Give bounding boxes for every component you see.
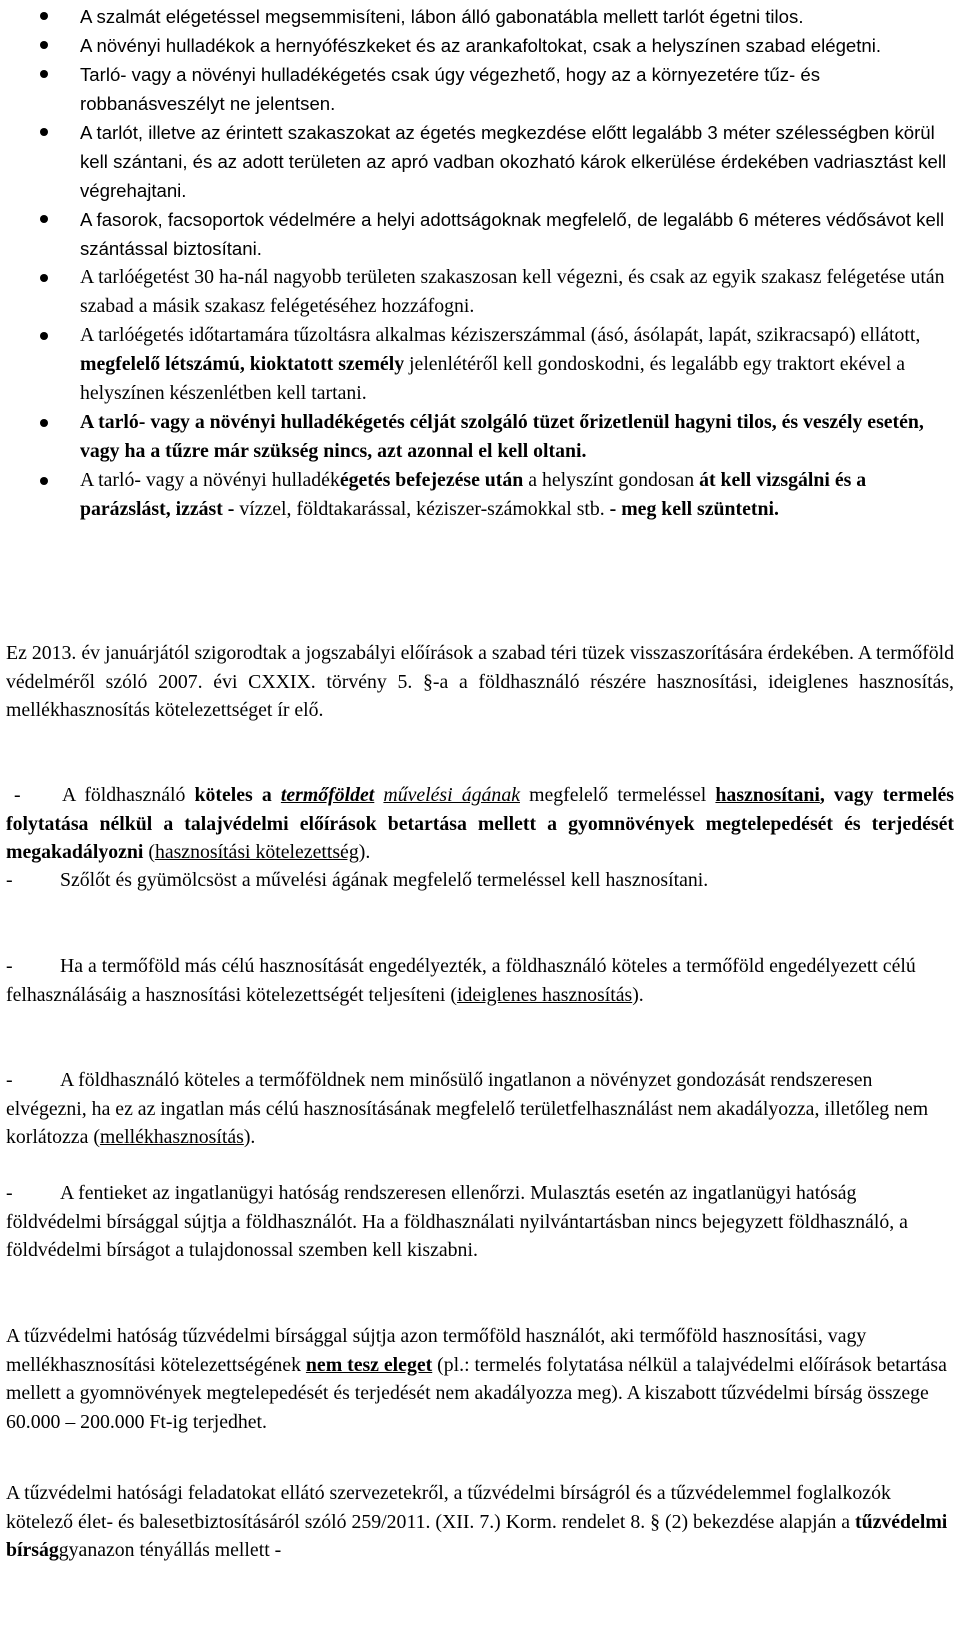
text-run: ).: [358, 841, 371, 863]
bullet-icon: [40, 41, 48, 49]
text-run: ).: [243, 1126, 256, 1148]
text-run: nem tesz eleget: [305, 1353, 433, 1376]
text-run: a helyszínt gondosan: [523, 469, 700, 491]
paragraph-regulation: [6, 1479, 954, 1565]
text-run: A fasorok, facsoportok védelmére a helyi adottságoknak megfelelő, de legalább 6 méteres védősávot kell szántással biztosítani.: [80, 209, 945, 259]
text-run: , vagy termelés folytatása nélkül a talajvédelmi előírások betartása mellett a gyomnövények megtelepedését és terjedését megakadályozni: [6, 784, 954, 863]
text-run: A tarlóégetés időtartamára tűzoltásra alkalmas kéziszerszámmal (ásó, ásólapát, lapát, szikracsapó) ellátott,: [80, 324, 921, 346]
list-dash: -: [6, 869, 13, 891]
list-dash: -: [6, 1069, 13, 1091]
text-run: Tarló- vagy a növényi hulladékégetés csak úgy végezhető, hogy az a környezetére tűz- és robbanásveszélyt ne jelentsen.: [80, 64, 821, 114]
text-run: Szőlőt és gyümölcsöst a művelési ágának megfelelő termeléssel kell hasznosítani.: [60, 869, 709, 891]
text-run: A földhasználó köteles a termőföldnek nem minősülő ingatlanon a növényzet gondozását rendszeresen elvégezni, ha ez az ingatlan más célú hasznosításának megfelelő területfelhasználást nem akadályozza, illetőleg nem korlátozza (: [6, 1069, 929, 1148]
text-run: hasznosítási kötelezettség: [154, 841, 359, 863]
paragraph-vineyard: [6, 866, 954, 895]
list-item: [0, 31, 960, 60]
text-run: égetés befejezése után: [339, 469, 524, 491]
text-run: A tarlóégetést 30 ha-nál nagyobb területen szakaszosan kell végezni, és csak az egyik szakasz felégetése után szabad a másik szakasz felégetéséhez hozzáfogni.: [80, 266, 945, 317]
text-run: művelési ágának: [383, 784, 520, 806]
list-item: [0, 60, 960, 118]
list-item: [0, 2, 960, 31]
text-run: A földhasználó: [62, 784, 195, 806]
bullet-icon: [40, 274, 48, 282]
list-item: [0, 466, 960, 524]
list-item: [0, 263, 960, 321]
text-run: Ez 2013. év januárjától szigorodtak a jogszabályi előírások a szabad téri tüzek visszaszorítására érdekében. A termőföld védelméről szóló 2007. évi CXXIX. törvény 5. §-a a földhasználó részére hasznosítási, ideiglenes hasznosítás, mellékhasznosítás kötelezettséget ír elő.: [6, 642, 954, 721]
text-run: A tarló- vagy a növényi hulladékégetés célját szolgáló tüzet őrizetlenül hagyni tilos, és veszély esetén, vagy ha a tűzre már szükség nincs, azt azonnal el kell oltani.: [80, 411, 924, 462]
bullet-icon: [40, 128, 48, 136]
paragraph-temporary-use: [6, 952, 954, 1009]
text-run: ).: [632, 983, 644, 1006]
paragraph-intro: [6, 639, 954, 725]
paragraph-fire-fine: [6, 1322, 954, 1436]
list-item: [0, 205, 960, 263]
text-run: át kell vizsgálni és a parázslást, izzást -: [80, 469, 867, 520]
text-run: A szalmát elégetéssel megsemmisíteni, lábon álló gabonatábla mellett tarlót égetni tilos.: [80, 6, 804, 27]
list-item: [0, 321, 960, 408]
text-run: A növényi hulladékok a hernyófészkeket és az arankafoltokat, csak a helyszínen szabad elégetni.: [80, 35, 882, 56]
text-run: termőföldet: [280, 784, 375, 806]
text-run: - meg kell szüntetni.: [609, 498, 779, 520]
text-run: megfelelő létszámú, kioktatott személy: [80, 353, 405, 375]
text-run: Ha a termőföld más célú hasznosítását engedélyezték, a földhasználó köteles a termőföld engedélyezett célú felhasználásáig a hasznosítási kötelezettségét teljesíteni (: [6, 955, 916, 1006]
list-dash: -: [6, 955, 13, 977]
text-run: vízzel, földtakarással, kéziszer-számokkal stb.: [234, 498, 610, 520]
text-run: megfelelő termeléssel: [519, 784, 716, 806]
bullet-icon: [40, 70, 48, 78]
list-item: [0, 408, 960, 466]
bullet-icon: [40, 477, 48, 485]
list-dash: -: [6, 1182, 13, 1204]
text-run: köteles a: [194, 784, 281, 806]
bullet-icon: [40, 215, 48, 223]
fire-rules-bullet-list: [0, 2, 960, 524]
bullet-icon: [40, 332, 48, 340]
bullet-icon: [40, 12, 48, 20]
text-run: (: [143, 841, 155, 863]
text-run: mellékhasznosítás: [99, 1126, 244, 1148]
paragraph-inspection: [6, 1179, 954, 1265]
text-run: ideiglenes hasznosítás: [456, 983, 633, 1006]
text-run: A tarlót, illetve az érintett szakaszokat az égetés megkezdése előtt legalább 3 méter szélességben körül kell szántani, és az adott területen az apró vadban okozható károk elkerülése érdekében vadriasztást kell végrehajtani.: [80, 122, 947, 201]
text-run: A tarló- vagy a növényi hulladék: [80, 469, 340, 491]
text-run: hasznosítani: [715, 784, 820, 806]
text-run: (pl.: termelés folytatása nélkül a talajvédelmi előírások betartása mellett a gyomnövények megtelepedését és terjedését nem akadályozza meg). A kiszabott tűzvédelmi bírság összege 60.000 – 200.000 Ft-ig terjedhet.: [6, 1353, 947, 1433]
bullet-icon: [40, 419, 48, 427]
text-run: tűzvédelmi bírság: [6, 1510, 948, 1561]
text-run: gyanazon tényállás mellett -: [58, 1539, 282, 1561]
text-run: A tűzvédelmi hatósági feladatokat ellátó szervezetekről, a tűzvédelmi bírságról és a tűzvédelemmel foglalkozók kötelező élet- és balesetbiztosításáról szóló 259/2011. (XII. 7.) Korm. rendelet 8. § (2) bekezdése alapján a: [6, 1482, 891, 1533]
text-run: A fentieket az ingatlanügyi hatóság rendszeresen ellenőrzi. Mulasztás esetén az ingatlanügyi hatóság földvédelmi bírsággal sújtja a földhasználót. Ha a földhasználati nyilvántartásban nincs bejegyzett földhasználó, a földvédelmi bírságot a tulajdonossal szemben kell kiszabni.: [6, 1182, 908, 1261]
paragraph-obligation: [6, 781, 954, 867]
text-run: A tűzvédelmi hatóság tűzvédelmi bírsággal sújtja azon termőföld használót, aki termőföld hasznosítási, vagy mellékhasznosítási kötelezettségének: [6, 1325, 867, 1376]
text-run: jelenlétéről kell gondoskodni, és legalább egy traktort ekével a helyszínen készenlétben kell tartani.: [80, 353, 906, 404]
list-dash: -: [14, 784, 21, 806]
paragraph-secondary-use: [6, 1066, 954, 1152]
list-item: [0, 118, 960, 205]
